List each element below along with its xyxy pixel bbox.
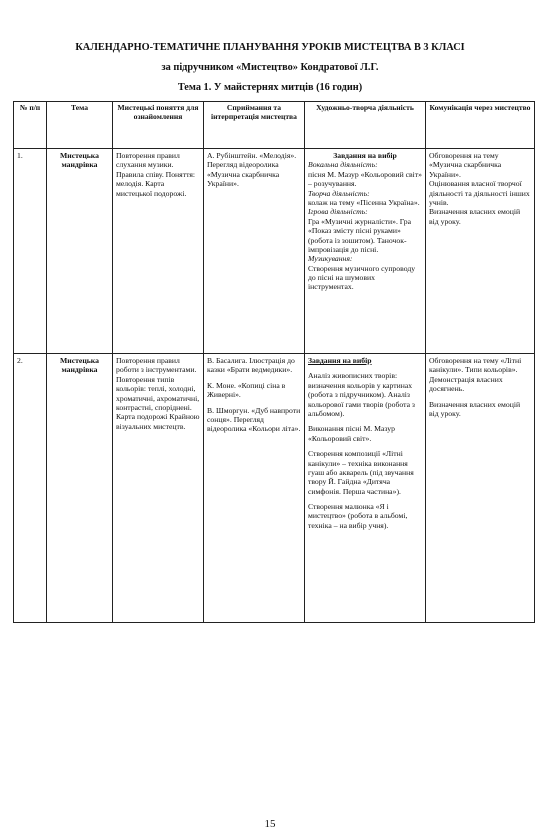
communication-item: Визначення власних емоцій від уроку. (429, 399, 521, 418)
creative-label: Вокальна діяльність: (308, 160, 378, 170)
creative-label: Творча діяльність: (308, 188, 370, 198)
creative-text: Виконання пісні М. Мазур «Кольоровий світ». (308, 424, 395, 443)
perception-item: А. Рубінштейн. «Мелодія». (207, 151, 297, 160)
lesson-plan-table (13, 101, 535, 623)
table-row (14, 354, 535, 623)
communication-item: Визначення власних емоцій від уроку. (429, 207, 521, 226)
theme-title: Тема 1. У майстернях митців (16 годин) (177, 82, 363, 93)
header-communication: Комунікація через мистецтво (426, 102, 535, 149)
row-communication (426, 149, 535, 354)
perception-item: Перегляд відеоролика «Музична скарбничка України». (207, 160, 280, 189)
header-num: № п/п (14, 102, 47, 149)
page-number: 15 (264, 818, 276, 830)
header-theme: Тема (47, 102, 113, 149)
row-creative (305, 149, 426, 354)
row-num: 1. (14, 149, 47, 354)
perception-item: К. Моне. «Копиці сіна в Живерні». (207, 380, 286, 400)
header-perception: Сприймання та інтерпретація мистецтва (204, 102, 305, 149)
header-concepts: Мистецькі поняття для ознайомлення (113, 102, 204, 149)
row-theme: Мистецька мандрівка (47, 354, 113, 623)
row-num: 2. (14, 354, 47, 623)
row-creative (305, 354, 426, 623)
communication-item: Обговорення на тему «Літні канікули». Типи кольорів». Демонстрація власних досягнень. (429, 356, 522, 394)
creative-text: Створення музичного супроводу до пісні на шумових інструментах. (308, 263, 416, 292)
header-creative: Художньо-творча діяльність (305, 102, 426, 149)
creative-heading: Завдання на вибір (308, 356, 372, 365)
row-perception (204, 354, 305, 623)
row-concepts: Повторення правил слухання музики. Правила співу. Поняття: мелодія. Карта мистецької подорожі. (113, 149, 204, 354)
row-communication (426, 354, 535, 623)
creative-label: Ігрова діяльність: (308, 207, 368, 217)
communication-item: Обговорення на тему «Музична скарбничка України». (429, 151, 502, 179)
creative-text: Створення композиції «Літні канікули» – техніка виконання гуаш або акварель (під звучання твору Й. Гайдна «Дитяча симфонія. Перша частина»). (308, 449, 414, 496)
creative-text: Аналіз живописних творів: визначення кольорів у картинах (робота з підручником). Аналіз кольорової гами творів (робота з альбомом). (308, 371, 415, 418)
row-perception (204, 149, 305, 354)
table-header-row (14, 102, 535, 149)
document-title: КАЛЕНДАРНО-ТЕМАТИЧНЕ ПЛАНУВАННЯ УРОКІВ МИСТЕЦТВА В 3 КЛАСІ (75, 42, 465, 53)
table-row (14, 149, 535, 354)
perception-item: В. Басалига. Ілюстрація до казки «Брати ведмедики». (207, 356, 295, 375)
creative-text: Гра «Музичні журналісти». Гра «Показ змісту пісні руками» (робота із зошитом). Таночок-імпровізація до пісні. (308, 216, 412, 254)
document-subtitle: за підручником «Мистецтво» Кондратової Л.Г. (161, 62, 379, 73)
communication-item: Оцінювання власної творчої діяльності та діяльності інших учнів. (429, 179, 530, 207)
perception-item: В. Шморгун. «Дуб навпроти сонця». Перегляд відеоролика «Кольори літа». (207, 405, 301, 434)
row-concepts: Повторення правил роботи з інструментами. Повторення типів кольорів: теплі, холодні, хроматичні, ахроматичні, контрастні, споріднені. Карта подорожі Крайною візуальних мистецтв. (113, 354, 204, 623)
creative-text: Створення малюнка «Я і мистецтво» (робота в альбомі, техніка – на вибір учня). (308, 502, 408, 530)
creative-text: пісня М. Мазур «Кольоровий світ» – розучування. (308, 169, 423, 189)
creative-heading: Завдання на вибір (333, 151, 397, 160)
row-theme: Мистецька мандрівка (47, 149, 113, 354)
creative-text: колаж на тему «Пісенна Україна». (308, 197, 420, 207)
creative-label: Музикування: (308, 254, 353, 264)
